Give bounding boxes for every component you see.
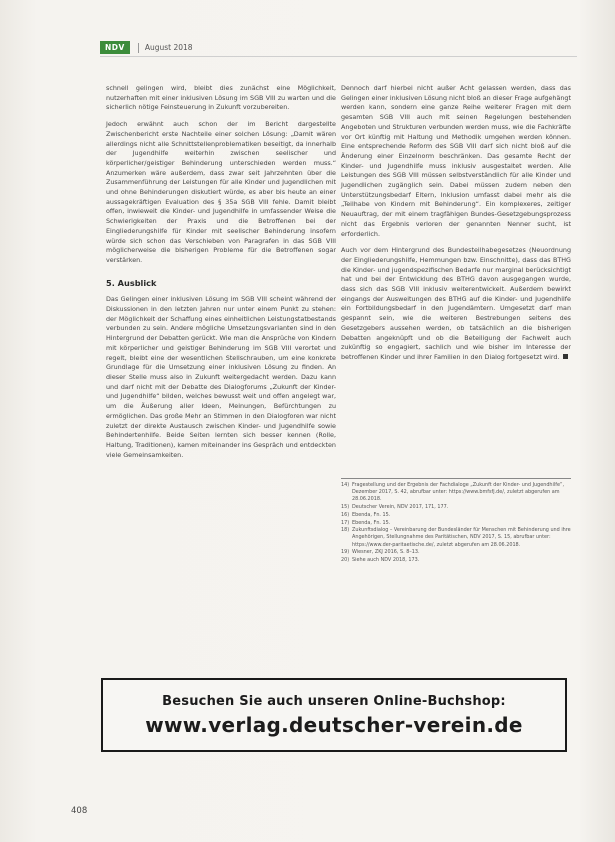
footnote-number: 14) [341,482,350,488]
left-column [106,84,336,467]
footnote [341,527,571,549]
footnote-text: Siehe auch NDV 2018, 173. [352,557,420,564]
bookshop-ad [101,678,567,752]
footnote-text: Zukunftsdialog – Vereinbarung der Bundesländer für Menschen mit Behinderung und ihre Angehörigen, Stellungnahme des Paritätischen, NDV 2017, S. 15, abrufbar unter: https://www.der-paritaetische.de/, zuletzt abgerufen am 28.06.2018. [352,527,571,548]
paragraph: Das Gelingen einer inklusiven Lösung im SGB VIII scheint während der Diskussionen in den letzten Jahren nur unter einem Punkt zu stehen: der Möglichkeit der Schaffung eines einheitlichen Leistungstatbestands verbunden zu sein. Andere mögliche Umsetzungsvarianten sind in den Hintergrund der Debatten gerückt. Wie man die Ansprüche von Kindern mit körperlicher und geistiger Behinderung im SGB VIII verortet und regelt, bleibt eine der wesentlichen Stellschrauben, um eine konkrete Grundlage für die Umsetzung einer inklusiven Lösung zu finden. An dieser Stelle muss also in Zukunft weitergedacht werden. Dazu kann und darf nicht mit der Debatte des Dialogforums „Zukunft der Kinder- und Jugendhilfe“ bilden, welches bewusst weit und offen angelegt war, um die Äußerung aller Ideen, Meinungen, Befürchtungen zu ermöglichen. Das große Mehr an Stimmen in den Dialogforen war nicht zuletzt der direkte Austausch zwischen Kinder- und Jugendhilfe sowie Behindertenhilfe. Beide Seiten lernten sich besser kennen (Rolle, Haltung, Traditionen), kamen miteinander ins Gespräch und entdeckten viele Gemeinsamkeiten. [106,295,336,459]
header-divider [100,56,577,57]
right-column [341,84,571,370]
footnote [341,504,571,511]
footnote-number: 15) [341,504,350,511]
end-of-article-marker [563,354,568,359]
paragraph: Dennoch darf hierbei nicht außer Acht gelassen werden, dass das Gelingen einer inklusiven Lösung nicht bloß an dieser Frage aufgehängt werden kann, sondern eine ganze Reihe weiterer Fragen mit dem gesamten SGB VIII auch mit seinen Regelungen bestehenden Angeboten und Strukturen verbunden werden muss, wie die Fachkräfte vor Ort künftig mit Haltung und Methodik umgehen werden können. Eine entsprechende Reform des SGB VIII darf sich nicht bloß auf die Änderung einer Einzelnorm beschränken. Das gesamte Recht der Kinder- und Jugendhilfe muss inklusiv ausgestaltet werden. Alle Leistungen des SGB VIII müssen selbstverständlich für alle Kinder und Jugendlichen zugänglich sein. Dabei müssen zudem neben den Unterstützungsbedarf Eltern, Inklusion umfasst dabei mehr als die „Teilhabe von Kindern mit Behinderung“. Ein komplexeres, zeitiger Neuauftrag, der mit einem tragfähigen Bundes-Gesetzgebungsprozess nicht das Ergebnis verloren der genannten Nenner sucht, ist erforderlich. [341,84,571,238]
footnote [341,482,571,504]
footnote-number: 18) [341,527,350,534]
journal-badge: NDV [100,41,130,54]
footnote-number: 20) [341,557,350,564]
section-heading: 5. Ausblick [106,277,157,288]
footnotes [341,478,571,565]
ad-url[interactable]: www.verlag.deutscher-verein.de [145,712,523,737]
footnote-text: Ebenda, Fn. 15. [352,519,391,526]
paragraph: Jedoch erwähnt auch schon der im Bericht dargestellte Zwischenbericht erste Nachteile einer solchen Lösung: „Damit wären allerdings nicht alle Schnittstellenproblematiken beseitigt, da innerhalb der Jugendhilfe weiterhin zwischen seelischer und körperlicher/geistiger Behinderung unterschieden werden muss.“ Anzumerken wäre außerdem, dass zwar seit Jahrzehnten über die Zusammenführung der Leistungen für alle Kinder und Jugendlichen mit und ohne Behinderungen diskutiert würde, es aber bis heute an einer aussagekräftigen Evaluation des § 35a SGB VIII fehle. Damit bleibt offen, inwieweit die Kinder- und Jugendhilfe in umfassender Weise die Schwierigkeiten der Praxis und die Betroffenen bei der Eingliederungshilfe für Kinder mit seelischer Behinderung insofern würde sich schon das Verschieben von Paragrafen in das SGB VIII möglicherweise die bisherigen Probleme für die Betroffenen sogar verstärken. [106,120,336,264]
footnote-number: 17) [341,519,350,526]
issue-date: August 2018 [138,43,193,53]
footnote-text: Fragestellung und der Ergebnis der Fachdialoge „Zukunft der Kinder- und Jugendhilfe“, Dezember 2017, S. 42, abrufbar unter: https://www.bmfsfj.de/, zuletzt abgerufen am 28.06.2018. [352,482,565,503]
paragraph: schnell gelingen wird, bleibt dies zunächst eine Möglichkeit, nutzerhaften mit einer inklusiven Lösung im SGB VIII zu warten und die sicherlich nötige Feinsteuerung in Zukunft vorzubereiten. [106,84,336,112]
footnote [341,549,571,556]
footnote [341,512,571,519]
footnote-text: Wiesner, ZKJ 2016, S. 8–13. [352,549,420,556]
footnote-text: Ebenda, Fn. 15. [352,511,391,518]
page-number: 408 [71,806,88,816]
footnote [341,557,571,564]
paragraph-text: Auch vor dem Hintergrund des Bundesteilhabegesetzes (Neuordnung der Eingliederungshilfe, Hemmungen bzw. Einschnitte), dass das BTHG die Kinder- und jugendspezifischen Bedarfe nur marginal berücksichtigt hat und bei der Entwicklung des BTHG davon ausgegangen wurde, dass sich das SGB VIII inklusiv weiterentwickelt. Außerdem bewirkt eingangs der Ausweitungen des BTHG auf die Kinder- und Jugendhilfe ein Fortbildungsbedarf in den Jugendämtern. Umgesetzt darf man gespannt sein, wie die weiteren Bestrebungen seitens des Gesetzgebers aussehen werden, ob tatsächlich an die bisherigen Debatten angeknüpft und ob die Beteiligung der Fachwelt auch zukünftig so engagiert, sachlich und wie bisher im Interesse der betroffenen Kinder und ihrer Familien in den Dialog fortgesetzt wird. [341,246,571,361]
ad-headline: Besuchen Sie auch unseren Online-Buchshop: [162,693,506,709]
footnote [341,520,571,527]
footnote-number: 19) [341,549,350,556]
paragraph-final [341,246,571,362]
page-header [100,41,193,54]
footnote-text: Deutscher Verein, NDV 2017, 171, 177. [352,504,449,511]
footnote-number: 16) [341,511,350,518]
